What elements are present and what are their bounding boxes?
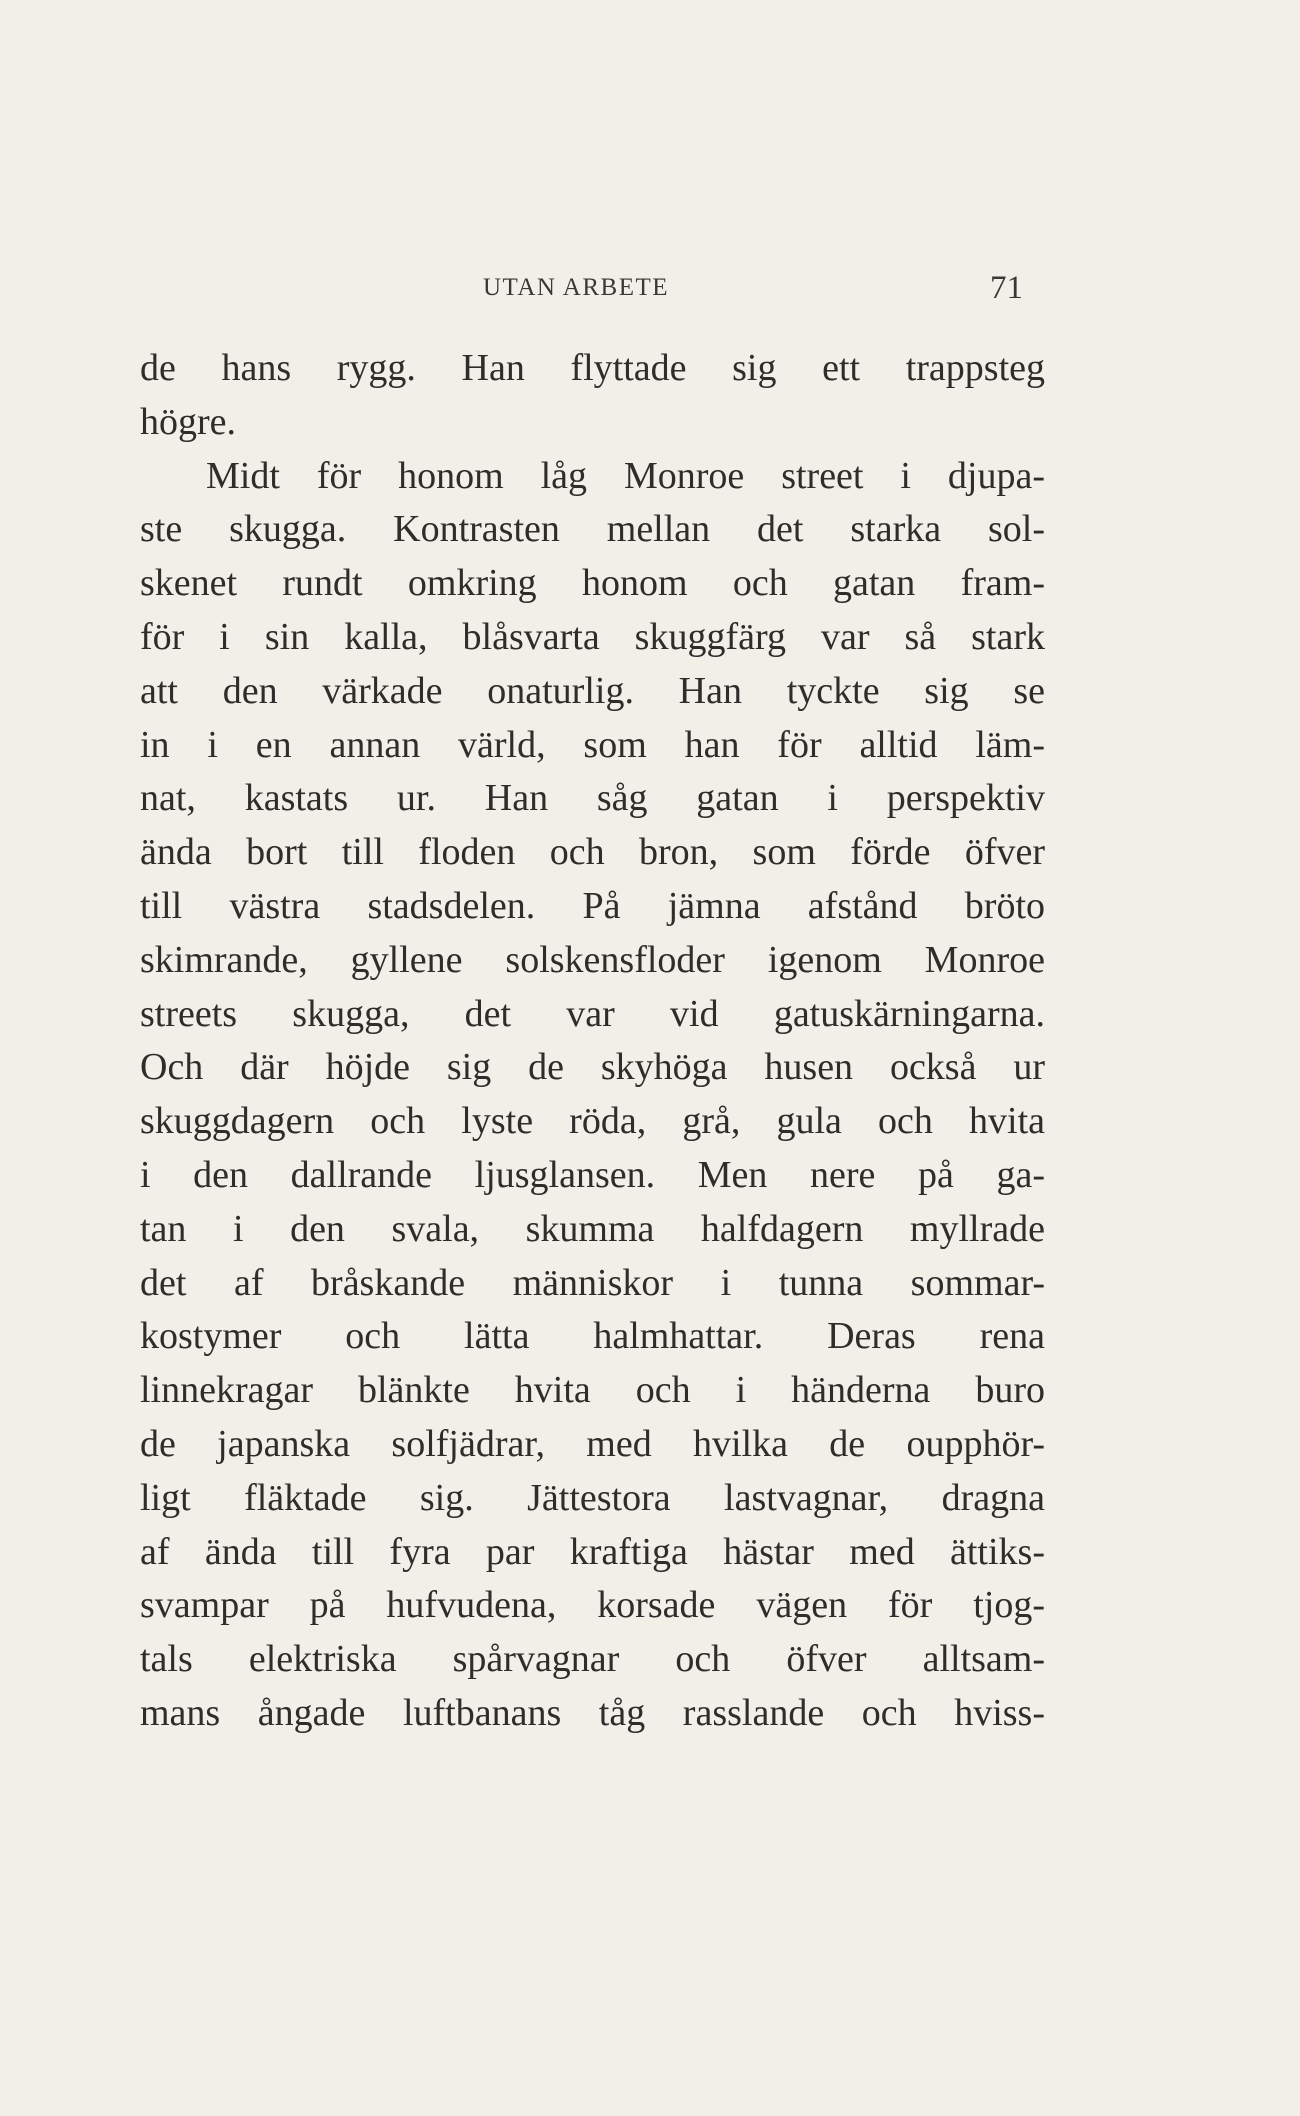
- text-line: in i en annan värld, som han för alltid läm-: [140, 723, 1045, 766]
- text-line: skimrande, gyllene solskensfloder igenom Monroe: [140, 938, 1045, 981]
- text-line: tan i den svala, skumma halfdagern myllrade: [140, 1207, 1045, 1250]
- text-line: att den värkade onaturlig. Han tyckte sig se: [140, 669, 1045, 712]
- text-line: Och där höjde sig de skyhöga husen också ur: [140, 1046, 1045, 1089]
- text-line: mans ångade luftbanans tåg rasslande och hviss-: [140, 1691, 1045, 1734]
- text-line: nat, kastats ur. Han såg gatan i perspektiv: [140, 777, 1045, 820]
- text-line: kostymer och lätta halmhattar. Deras rena: [140, 1315, 1045, 1358]
- text-line: de hans rygg. Han flyttade sig ett trappsteg: [140, 347, 1045, 389]
- text-line: skenet rundt omkring honom och gatan fram-: [140, 562, 1045, 605]
- text-line: ste skugga. Kontrasten mellan det starka sol-: [140, 508, 1045, 551]
- running-head: UTAN ARBETE: [483, 274, 670, 301]
- text-line: ända bort till floden och bron, som förde öfver: [140, 831, 1045, 874]
- text-line: ligt fläktade sig. Jättestora lastvagnar, dragna: [140, 1476, 1045, 1519]
- text-line: svampar på hufvudena, korsade vägen för tjog-: [140, 1584, 1045, 1627]
- text-line: de japanska solfjädrar, med hvilka de oupphör-: [140, 1422, 1045, 1465]
- page-number: 71: [990, 270, 1023, 306]
- text-line: skuggdagern och lyste röda, grå, gula och hvita: [140, 1100, 1045, 1143]
- text-line: streets skugga, det var vid gatuskärningarna.: [140, 992, 1045, 1035]
- text-line: högre.: [140, 400, 237, 443]
- text-line: det af bråskande människor i tunna sommar-: [140, 1261, 1045, 1304]
- text-line: i den dallrande ljusglansen. Men nere på ga-: [140, 1153, 1045, 1196]
- text-line: af ända till fyra par kraftiga hästar med ättiks-: [140, 1530, 1045, 1573]
- text-line: för i sin kalla, blåsvarta skuggfärg var så stark: [140, 615, 1045, 658]
- body-text: [140, 342, 1045, 1741]
- text-line: linnekragar blänkte hvita och i händerna buro: [140, 1369, 1045, 1412]
- text-line: tals elektriska spårvagnar och öfver alltsam-: [140, 1638, 1045, 1681]
- text-line: Midt för honom låg Monroe street i djupa-: [206, 454, 1045, 497]
- text-line: till västra stadsdelen. På jämna afstånd bröto: [140, 884, 1045, 927]
